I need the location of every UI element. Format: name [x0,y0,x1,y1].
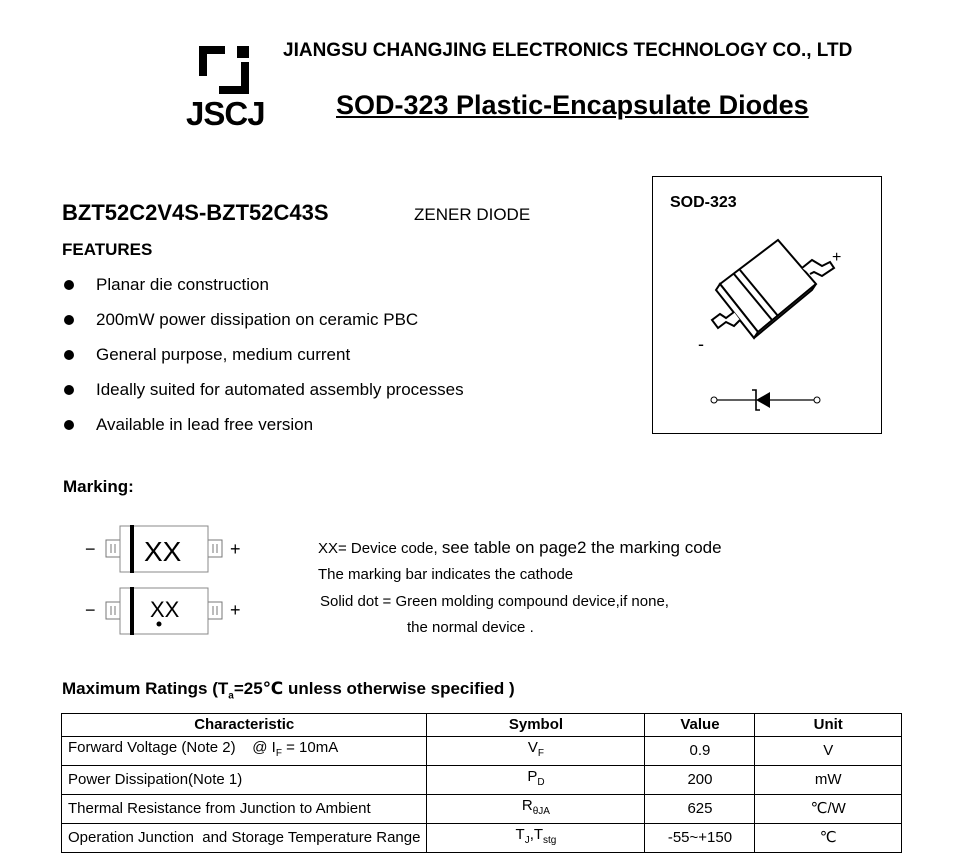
column-header: Symbol [427,714,645,737]
value-cell: 200 [645,766,755,795]
ratings-heading: Maximum Ratings ($T_a=25℃$ unless otherwise specified ) [62,679,515,702]
marking-diagram [80,520,260,640]
marking-line-2: The marking bar indicates the cathode [318,566,574,583]
unit-cell: ℃/W [755,795,902,824]
characteristic-cell: Power Dissipation(Note 1) [62,766,427,795]
package-drawing [690,232,860,422]
marking-plus-1: + [230,539,241,559]
feature-item: General purpose, medium current [62,344,464,379]
document-title: SOD-323 Plastic-Encapsulate Diodes [336,90,809,120]
part-type: ZENER DIODE [414,205,531,224]
table-row [62,795,902,824]
package-plus-label: + [832,249,842,266]
marking-minus-2: − [85,600,96,620]
unit-cell: V [755,737,902,766]
value-cell: -55~+150 [645,824,755,853]
logo-text: JSCJ [186,95,265,132]
unit-cell: ℃ [755,824,902,853]
marking-line-1: XX= Device code, see table on page2 the marking code [318,538,722,557]
part-number-range: BZT52C2V4S-BZT52C43S [62,200,329,225]
bullet-icon [64,315,74,325]
bullet-icon [64,280,74,290]
bullet-icon [64,420,74,430]
column-header: Value [645,714,755,737]
marking-plus-2: + [230,600,241,620]
characteristic-cell: Operation Junction and Storage Temperature Range [62,824,427,853]
table-row [62,766,902,795]
bullet-icon [64,350,74,360]
marking-line-4: the normal device . [407,619,534,636]
marking-code-1: XX [144,536,182,567]
marking-heading: Marking: [63,477,134,496]
features-list [62,274,464,449]
company-name: JIANGSU CHANGJING ELECTRONICS TECHNOLOGY CO., LTD [283,40,853,61]
features-heading: FEATURES [62,240,153,259]
value-cell: 0.9 [645,737,755,766]
marking-code-2: XX [150,597,180,622]
marking-minus-1: − [85,539,96,559]
unit-cell: mW [755,766,902,795]
zener-symbol-icon [711,390,820,410]
symbol-cell: $P_D$ [427,766,645,795]
symbol-cell: $R_{\theta JA}$ [427,795,645,824]
feature-item: Planar die construction [62,274,464,309]
value-cell: 625 [645,795,755,824]
characteristic-cell: Thermal Resistance from Junction to Ambient [62,795,427,824]
diode-body-icon [712,240,834,338]
table-row [62,824,902,853]
feature-item: Available in lead free version [62,414,464,449]
symbol-cell: $T_J,T_{stg}$ [427,824,645,853]
ratings-table [61,713,902,853]
marking-line-3: Solid dot = Green molding compound device,if none, [320,593,669,610]
package-minus-label: - [698,334,704,354]
package-label: SOD-323 [670,194,737,211]
feature-item: 200mW power dissipation on ceramic PBC [62,309,464,344]
bullet-icon [64,385,74,395]
characteristic-cell: Forward Voltage (Note 2) @ $I_F = 10mA$ [62,737,427,766]
table-header-row [62,714,902,737]
feature-item: Ideally suited for automated assembly processes [62,379,464,414]
jscj-logo-mark [197,44,253,96]
column-header: Unit [755,714,902,737]
symbol-cell: $V_F$ [427,737,645,766]
table-row [62,737,902,766]
column-header: Characteristic [62,714,427,737]
